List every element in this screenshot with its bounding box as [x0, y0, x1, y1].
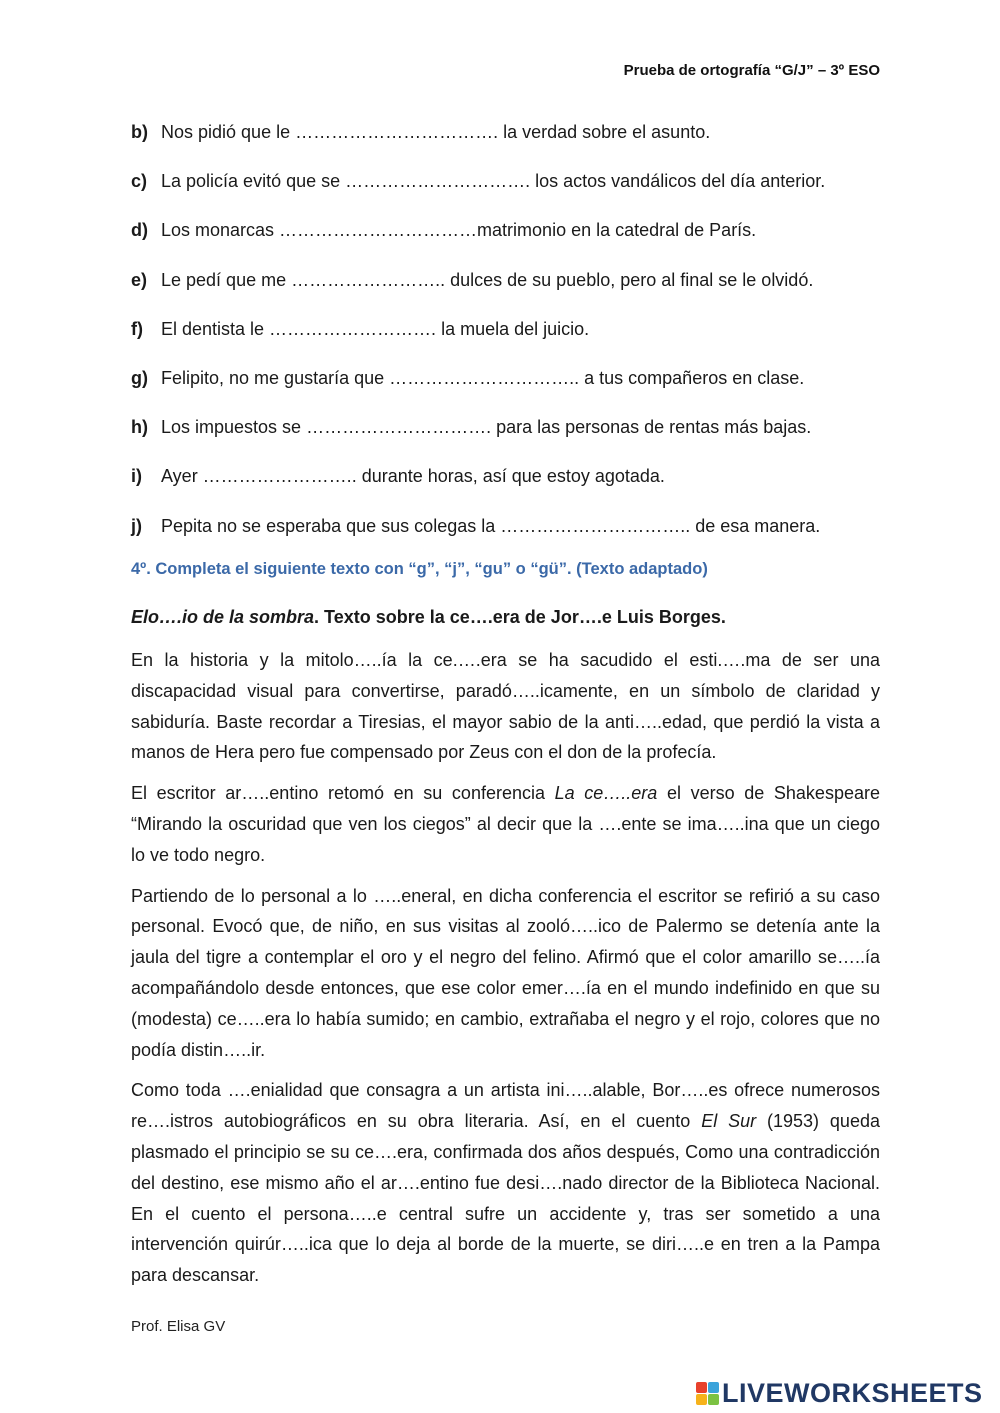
- list-item: [131, 462, 871, 511]
- item-text: Ayer …………………….. durante horas, así que estoy agotada.: [161, 466, 665, 487]
- item-label: e): [131, 269, 148, 290]
- text-title-italic: Elo….io de la sombra: [131, 607, 315, 627]
- logo-square-1: [696, 1382, 707, 1393]
- item-label: i): [131, 466, 142, 487]
- item-label: d): [131, 220, 148, 241]
- paragraph-2: [131, 778, 880, 870]
- item-text: Le pedí que me …………………….. dulces de su pueblo, pero al final se le olvidó.: [161, 269, 814, 290]
- brand-name: LIVEWORKSHEETS: [722, 1378, 983, 1408]
- body-text: [131, 645, 880, 1301]
- footer-author: Prof. Elisa GV: [131, 1318, 226, 1335]
- item-label: b): [131, 122, 148, 142]
- list-item: [131, 315, 871, 364]
- paragraph-4: [131, 1075, 880, 1291]
- paragraph-4-emphasis: El Sur: [701, 1111, 757, 1132]
- item-text: Los impuestos se …………………………. para las personas de rentas más bajas.: [161, 417, 812, 438]
- list-item: [131, 118, 871, 167]
- paragraph-3: Partiendo de lo personal a lo …..eneral, en dicha conferencia el escritor se refirió a su caso personal. Evocó que, de niño, en sus visitas al zooló…..ico de Palermo se detenía ante la jaula del tigre a contemplar el oro y el negro del felino. Afirmó que el color amarillo se…..ía acompañándolo desde entonces, que ese color emer….ía en el mundo indefinido en que su (modesta) ce…..era lo había sumido; en cambio, extrañaba el negro y el rojo, colores que no podía distin…..ir.: [131, 885, 880, 1060]
- item-label: h): [131, 417, 148, 438]
- list-item: [131, 167, 871, 216]
- item-text: Los monarcas ……………………………matrimonio en la catedral de París.: [161, 220, 757, 241]
- list-item: [131, 266, 871, 315]
- paragraph-4-part-b: (1953) queda plasmado el principio se su ce….era, confirmada dos años después, Como una contradicción del destino, ese mismo año el ar….entino fue desi….nado director de la Biblioteca Nacional. En el cuento el persona…..e central sufre un accidente y, tras ser sometido a una intervención quirúr…..ica que lo deja al borde de la muerte, se diri…..e en tren a la Pampa para descansar.: [131, 1111, 880, 1286]
- item-label: c): [131, 171, 148, 192]
- logo-square-4: [708, 1394, 719, 1405]
- section-title: 4º. Completa el siguiente texto con “g”, “j”, “gu” o “gü”. (Texto adaptado): [131, 560, 708, 578]
- list-item: [131, 216, 871, 265]
- list-item: [131, 364, 871, 413]
- item-label: j): [131, 515, 142, 536]
- item-text: La policía evitó que se …………………………. los actos vandálicos del día anterior.: [161, 171, 826, 192]
- liveworksheets-brand: [696, 1378, 983, 1409]
- paragraph-2-part-a: El escritor ar…..entino retomó en su conferencia: [131, 783, 555, 804]
- paragraph-4-part-a: Como toda ….enialidad que consagra a un artista ini…..alable, Bor…..es ofrece numerosos re….istros autobiográficos en su obra literaria. Así, en el cuento: [131, 1080, 880, 1132]
- paragraph-1: En la historia y la mitolo…..ía la ce.….era se ha sacudido el esti.….ma de ser una discapacidad visual para convertirse, paradó…..icamente, en un símbolo de claridad y sabiduría. Baste recordar a Tiresias, el mayor sabio de la anti…..edad, que perdió la vista a manos de Hera pero fue compensado por Zeus con el don de la profecía.: [131, 650, 880, 763]
- page-header-title: Prueba de ortografía “G/J” – 3º ESO: [623, 62, 880, 79]
- text-title-rest: . Texto sobre la ce….era de Jor….e Luis Borges.: [314, 607, 726, 627]
- paragraph-2-part-b: el verso de Shakespeare “Mirando la oscuridad que ven los ciegos” al decir que la ….ente se ima…..ina que un ciego lo ve todo negro.: [131, 783, 880, 865]
- logo-square-2: [708, 1382, 719, 1393]
- item-label: f): [131, 318, 143, 339]
- list-item: [131, 413, 871, 462]
- list-item: [131, 512, 871, 561]
- logo-square-3: [696, 1394, 707, 1405]
- item-text: Nos pidió que le ……………………………. la verdad sobre el asunto.: [161, 122, 711, 142]
- brand-logo-icon: [696, 1382, 719, 1405]
- item-text: Felipito, no me gustaría que ………………………….. a tus compañeros en clase.: [161, 367, 805, 388]
- item-text: Pepita no se esperaba que sus colegas la ………………………….. de esa manera.: [161, 515, 821, 536]
- item-text: El dentista le ………………………. la muela del juicio.: [161, 318, 590, 339]
- text-title: [131, 607, 726, 628]
- item-label: g): [131, 367, 148, 388]
- paragraph-2-emphasis: La ce…..era: [554, 783, 658, 804]
- exercise-items-list: [131, 118, 871, 561]
